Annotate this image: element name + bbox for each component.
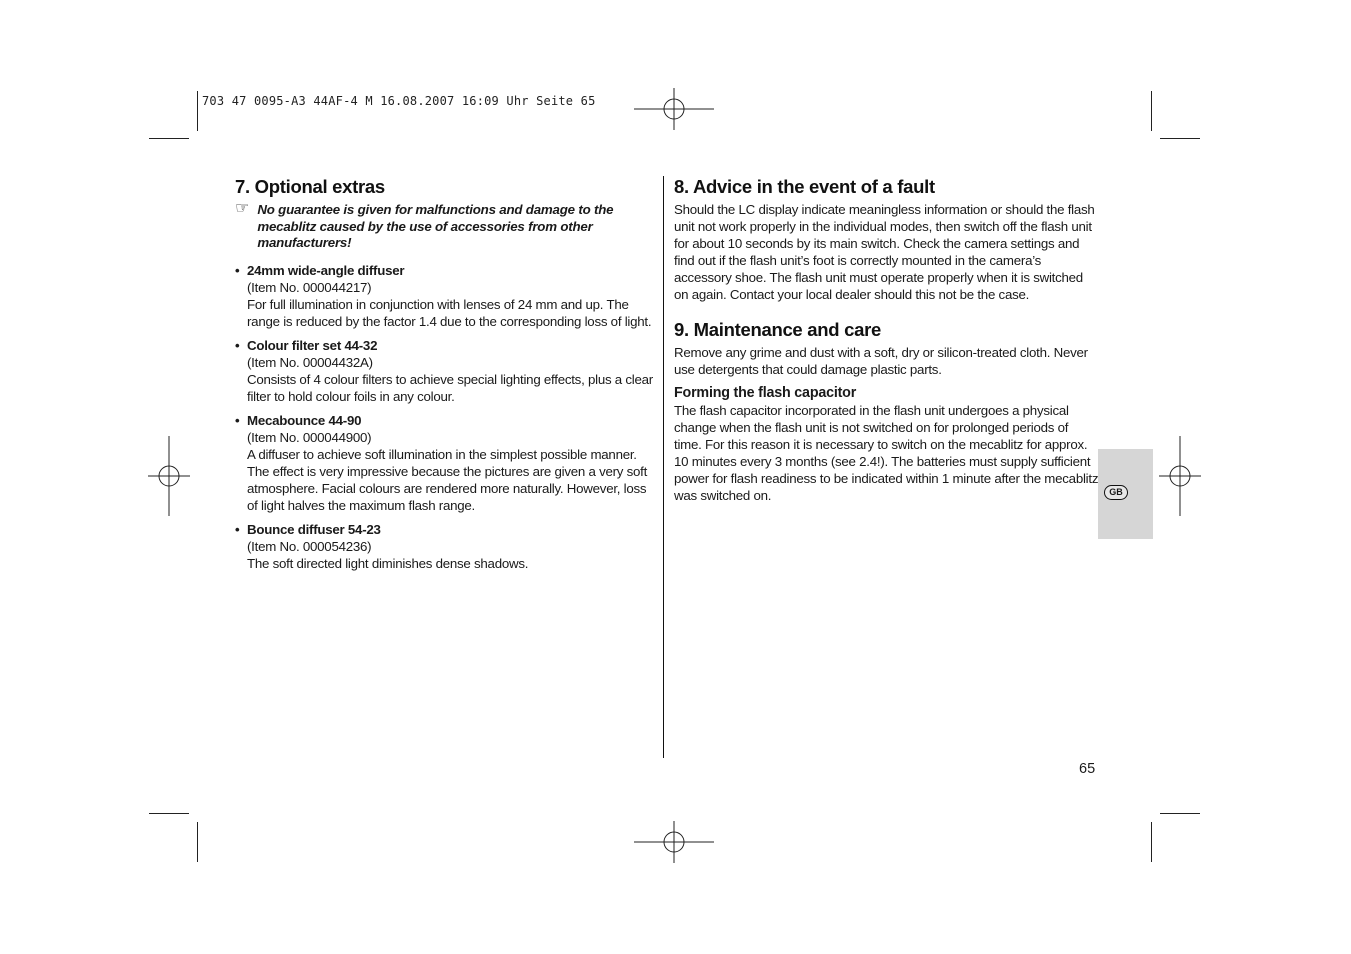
print-header: 703 47 0095-A3 44AF-4 M 16.08.2007 16:09 Uhr Seite 65 bbox=[202, 94, 596, 108]
warning-note bbox=[235, 202, 660, 252]
item-name: Colour filter set 44-32 bbox=[247, 337, 378, 353]
item-number: (Item No. 000044900) bbox=[247, 429, 372, 445]
optional-extras-section bbox=[235, 176, 660, 579]
registration-mark-right bbox=[1159, 436, 1201, 516]
crop-mark bbox=[1160, 813, 1200, 814]
item-description: Consists of 4 colour filters to achieve special lighting effects, plus a clear filter to hold colour foils in any colour. bbox=[247, 371, 653, 404]
section-heading: 8. Advice in the event of a fault bbox=[674, 176, 935, 197]
language-tab bbox=[1098, 449, 1153, 539]
item-number: (Item No. 00004432A) bbox=[247, 354, 373, 370]
fault-section bbox=[674, 176, 1099, 303]
crop-mark bbox=[149, 138, 189, 139]
item-number: (Item No. 000044217) bbox=[247, 279, 372, 295]
subheading: Forming the flash capacitor bbox=[674, 385, 857, 402]
crop-mark bbox=[197, 91, 198, 131]
item-description: A diffuser to achieve soft illumination in the simplest possible manner. The effect is very impressive because the pictures are given a very soft atmosphere. Facial colours are rendered more naturally. However, loss of light halves the maximum flash range. bbox=[247, 446, 648, 513]
list-item: • 24mm wide-angle diffuser (Item No. 000044217) For full illumination in conjunction with lenses of 24 mm and up. The range is reduced by the factor 1.4 due to the corresponding loss of light. bbox=[235, 262, 660, 330]
maintenance-section bbox=[674, 319, 1099, 504]
crop-mark bbox=[149, 813, 189, 814]
list-item: • Bounce diffuser 54-23 (Item No. 000054236) The soft directed light diminishes dense shadows. bbox=[235, 521, 660, 572]
right-column bbox=[674, 176, 1099, 521]
list-item: • Colour filter set 44-32 (Item No. 00004432A) Consists of 4 colour filters to achieve special lighting effects, plus a clear filter to hold colour foils in any colour. bbox=[235, 337, 660, 405]
paragraph: The flash capacitor incorporated in the flash unit undergoes a physical change when the flash unit is not switched on for prolonged periods of time. For this reason it is necessary to switch on the mecablitz for approx. 10 minutes every 3 months (see 2.4!). The batteries must supply sufficient power for flash readiness to be indicated within 1 minute after the mecablitz was switched on. bbox=[674, 403, 1099, 503]
paragraph: Remove any grime and dust with a soft, dry or silicon-treated cloth. Never use detergents that could damage plastic parts. bbox=[674, 345, 1088, 378]
column-divider bbox=[663, 176, 664, 758]
pointing-hand-icon: ☞ bbox=[235, 200, 250, 217]
item-number: (Item No. 000054236) bbox=[247, 538, 372, 554]
item-name: Bounce diffuser 54-23 bbox=[247, 521, 381, 537]
crop-mark bbox=[1160, 138, 1200, 139]
list-item: • Mecabounce 44-90 (Item No. 000044900) A diffuser to achieve soft illumination in the simplest possible manner. The effect is very impressive because the pictures are given a very soft atmosphere. Facial colours are rendered more naturally. However, loss of light halves the maximum flash range. bbox=[235, 412, 660, 514]
crop-mark bbox=[1151, 91, 1152, 131]
item-name: Mecabounce 44-90 bbox=[247, 412, 362, 428]
paragraph: Should the LC display indicate meaningless information or should the flash unit not work properly in the individual modes, then switch off the flash unit for about 10 seconds by its main switch. Check the camera settings and find out if the flash unit’s foot is correctly mounted in the camera’s accessory shoe. The flash unit must operate properly when it is switched on again. Contact your local dealer should this not be the case. bbox=[674, 202, 1095, 302]
page-number: 65 bbox=[1079, 761, 1096, 777]
section-heading: 7. Optional extras bbox=[235, 176, 385, 197]
item-description: For full illumination in conjunction with lenses of 24 mm and up. The range is reduced by the factor 1.4 due to the corresponding loss of light. bbox=[247, 296, 652, 329]
note-text: No guarantee is given for malfunctions and damage to the mecablitz caused by the use of accessories from other manufacturers! bbox=[257, 202, 614, 251]
crop-mark bbox=[1151, 822, 1152, 862]
crop-mark bbox=[197, 822, 198, 862]
section-heading: 9. Maintenance and care bbox=[674, 319, 881, 341]
item-name: 24mm wide-angle diffuser bbox=[247, 262, 405, 278]
language-badge: GB bbox=[1104, 485, 1128, 500]
registration-mark-top bbox=[634, 88, 714, 130]
registration-mark-bottom bbox=[634, 821, 714, 863]
registration-mark-left bbox=[148, 436, 190, 516]
item-description: The soft directed light diminishes dense shadows. bbox=[247, 555, 529, 571]
